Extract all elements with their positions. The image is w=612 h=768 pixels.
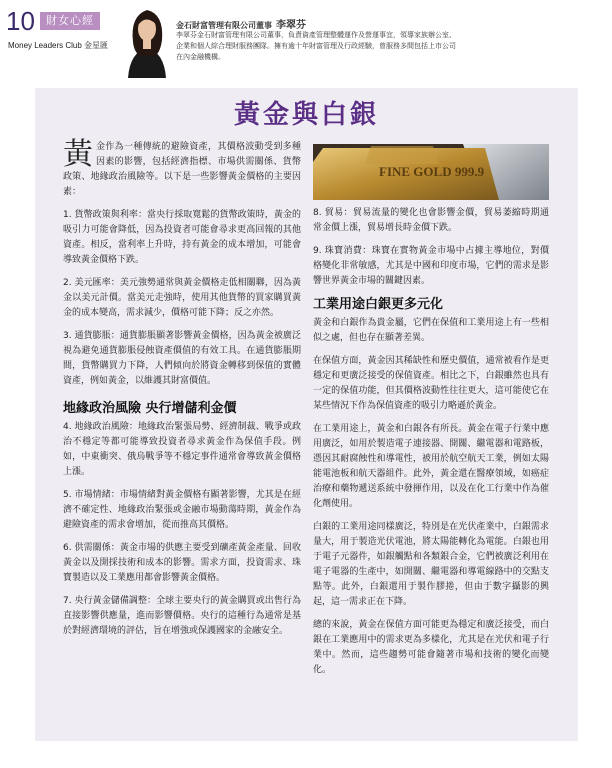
left-column bbox=[63, 137, 301, 647]
drop-cap: 黃 bbox=[63, 137, 93, 172]
subhead-industrial-use: 工業用途白銀更多元化 bbox=[313, 297, 444, 312]
gold-bar-image bbox=[313, 144, 549, 200]
article-title: 黃金與白銀 bbox=[233, 100, 379, 130]
paragraph-supply-demand: 6. 供需關係：黃金市場的供應主要受到礦產黃金產量、回收黃金以及開採技術和成本的影響。需求方面，投資需求、珠寶製造以及工業應用都會影響黃金價格。 bbox=[63, 543, 301, 583]
columnist-portrait-icon bbox=[124, 2, 170, 78]
paragraph-geopolitical-risk: 4. 地緣政治風險：地緣政治緊張局勢、經濟制裁、戰爭或政治不穩定等都可能導致投資者尋求黃金作為保值手段。例如，中東衝突、俄烏戰爭等不穩定事件通常會導致黃金價格上漲。 bbox=[63, 422, 301, 477]
paragraph-inflation: 3. 通貨膨脹：通貨膨脹顯著影響黃金價格，因為黃金被廣泛視為避免通貨膨脹侵蝕資產價值的有效工具。在通貨膨脹期間，貨幣購買力下降，人們傾向於將資金轉移到保值的實體資產，例如黃金，以維護其財富價值。 bbox=[63, 331, 301, 386]
section-badge: 財女心經 bbox=[40, 12, 100, 30]
paragraph-conclusion: 總的來說，黃金在保值方面可能更為穩定和廣泛接受，而白銀在工業應用中的需求更為多樣化，尤其是在光伏和電子行業中。然而，這些趨勢可能會隨著市場和技術的變化而變化。 bbox=[313, 620, 549, 675]
article-panel bbox=[35, 88, 578, 741]
paragraph-usd-rate: 2. 美元匯率：美元強勢通常與黃金價格走低相關聯，因為黃金以美元計價。當美元走強時，使用其他貨幣的買家購買黃金的成本變高，需求減少，價格可能下降；反之亦然。 bbox=[63, 278, 301, 318]
paragraph-market-sentiment: 5. 市場情緒：市場情緒對黃金價格有顯著影響，尤其是在經濟不確定性、地緣政治緊張或金融市場動蕩時期，黃金作為避險資產的需求會增加，從而推高其價格。 bbox=[63, 490, 301, 530]
paragraph-monetary-policy: 1. 貨幣政策與利率：當央行採取寬鬆的貨幣政策時，黃金的吸引力可能會降低，因為投資者可能會尋求更高回報的其他資產。相反，當利率上升時，持有黃金的成本增加，可能會導致黃金價格下跌。 bbox=[63, 210, 301, 265]
columnist-bio: 李翠芬金石財富管理有限公司董事，負責資產管理整體運作及營運事宜，領導家族辦公室、企業和個人綜合理財服務團隊。擁有逾十年財富管理及行政經驗，曾服務多間包括上市公司在內金融機構。 bbox=[176, 31, 456, 61]
paragraph-store-of-value: 在保值方面，黃金因其稀缺性和歷史價值，通常被看作是更穩定和更廣泛接受的保值資產。相比之下，白銀雖然也具有一定的保值功能，但其價格波動性往往更大，這可能使它在某些情況下作為保值資產的吸引力略遜於黃金。 bbox=[313, 356, 549, 411]
page-header bbox=[0, 0, 612, 80]
columnist-name: 李翠芬 bbox=[276, 20, 306, 31]
paragraph-trade: 8. 貿易：貿易流量的變化也會影響金價，貿易萎縮時期通常金價上漲，貿易增長時金價下跌。 bbox=[313, 208, 549, 233]
subhead-geopolitics: 地緣政治風險 央行增儲利金價 bbox=[63, 401, 237, 416]
paragraph-gold-industrial: 在工業用途上，黃金和白銀各有所長。黃金在電子行業中應用廣泛，如用於製造電子連接器、開關、繼電器和電路板，憑因其耐腐蝕性和導電性，被用於航空航天工業，例如太陽能電池板和航天器組件。此外，黃金還在醫療領域，如癌症治療和藥物遞送系統中發揮作用，以及在化工行業中作為催化劑使用。 bbox=[313, 424, 549, 509]
columnist-title bbox=[176, 16, 306, 31]
gold-bar-label: FINE GOLD 999.9 bbox=[379, 164, 485, 179]
columnist-company: 金石財富管理有限公司董事 bbox=[176, 21, 272, 30]
club-name: Money Leaders Club 金星匯 bbox=[8, 41, 109, 50]
intro-text: 金作為一種傳統的避險資產，其價格波動受到多種因素的影響，包括經濟指標、市場供需關係、貨幣政策、地緣政治風險等。以下是一些影響黃金價格的主要因素： bbox=[63, 142, 301, 197]
paragraph-central-bank: 7. 央行黃金儲備調整：全球主要央行的黃金購買或出售行為直接影響供應量，進而影響價格。央行的這種行為通常是基於對經濟環境的評估，旨在增強或保護國家的金融安全。 bbox=[63, 596, 301, 636]
right-column bbox=[313, 206, 549, 686]
gold-bar-icon bbox=[313, 144, 549, 200]
paragraph-precious-metals: 黃金和白銀作為貴金屬，它們在保值和工業用途上有一些相似之處，但也存在顯著差異。 bbox=[313, 318, 549, 343]
paragraph-silver-industrial: 白銀的工業用途同樣廣泛，特別是在光伏產業中，白銀需求量大，用于製造光伏電池，將太陽能轉化為電能。白銀也用于電子元器件，如銀觸點和各類銀合金，它們被廣泛利用在電子電器的生產中，如開關、繼電器和導電線路中的交點支點等。此外，白銀還用于製作膠捲，但由于數字攝影的興起，這一需求正在下降。 bbox=[313, 522, 549, 607]
intro-paragraph bbox=[63, 137, 301, 200]
paragraph-jewelry: 9. 珠寶消費：珠寶在實物黃金市場中占據主導地位，對價格變化非常敏感，尤其是中國和印度市場，它們的需求是影響世界黃金市場的關鍵因素。 bbox=[313, 246, 549, 286]
page-number: 10 bbox=[6, 6, 35, 36]
columnist-photo bbox=[124, 2, 170, 78]
